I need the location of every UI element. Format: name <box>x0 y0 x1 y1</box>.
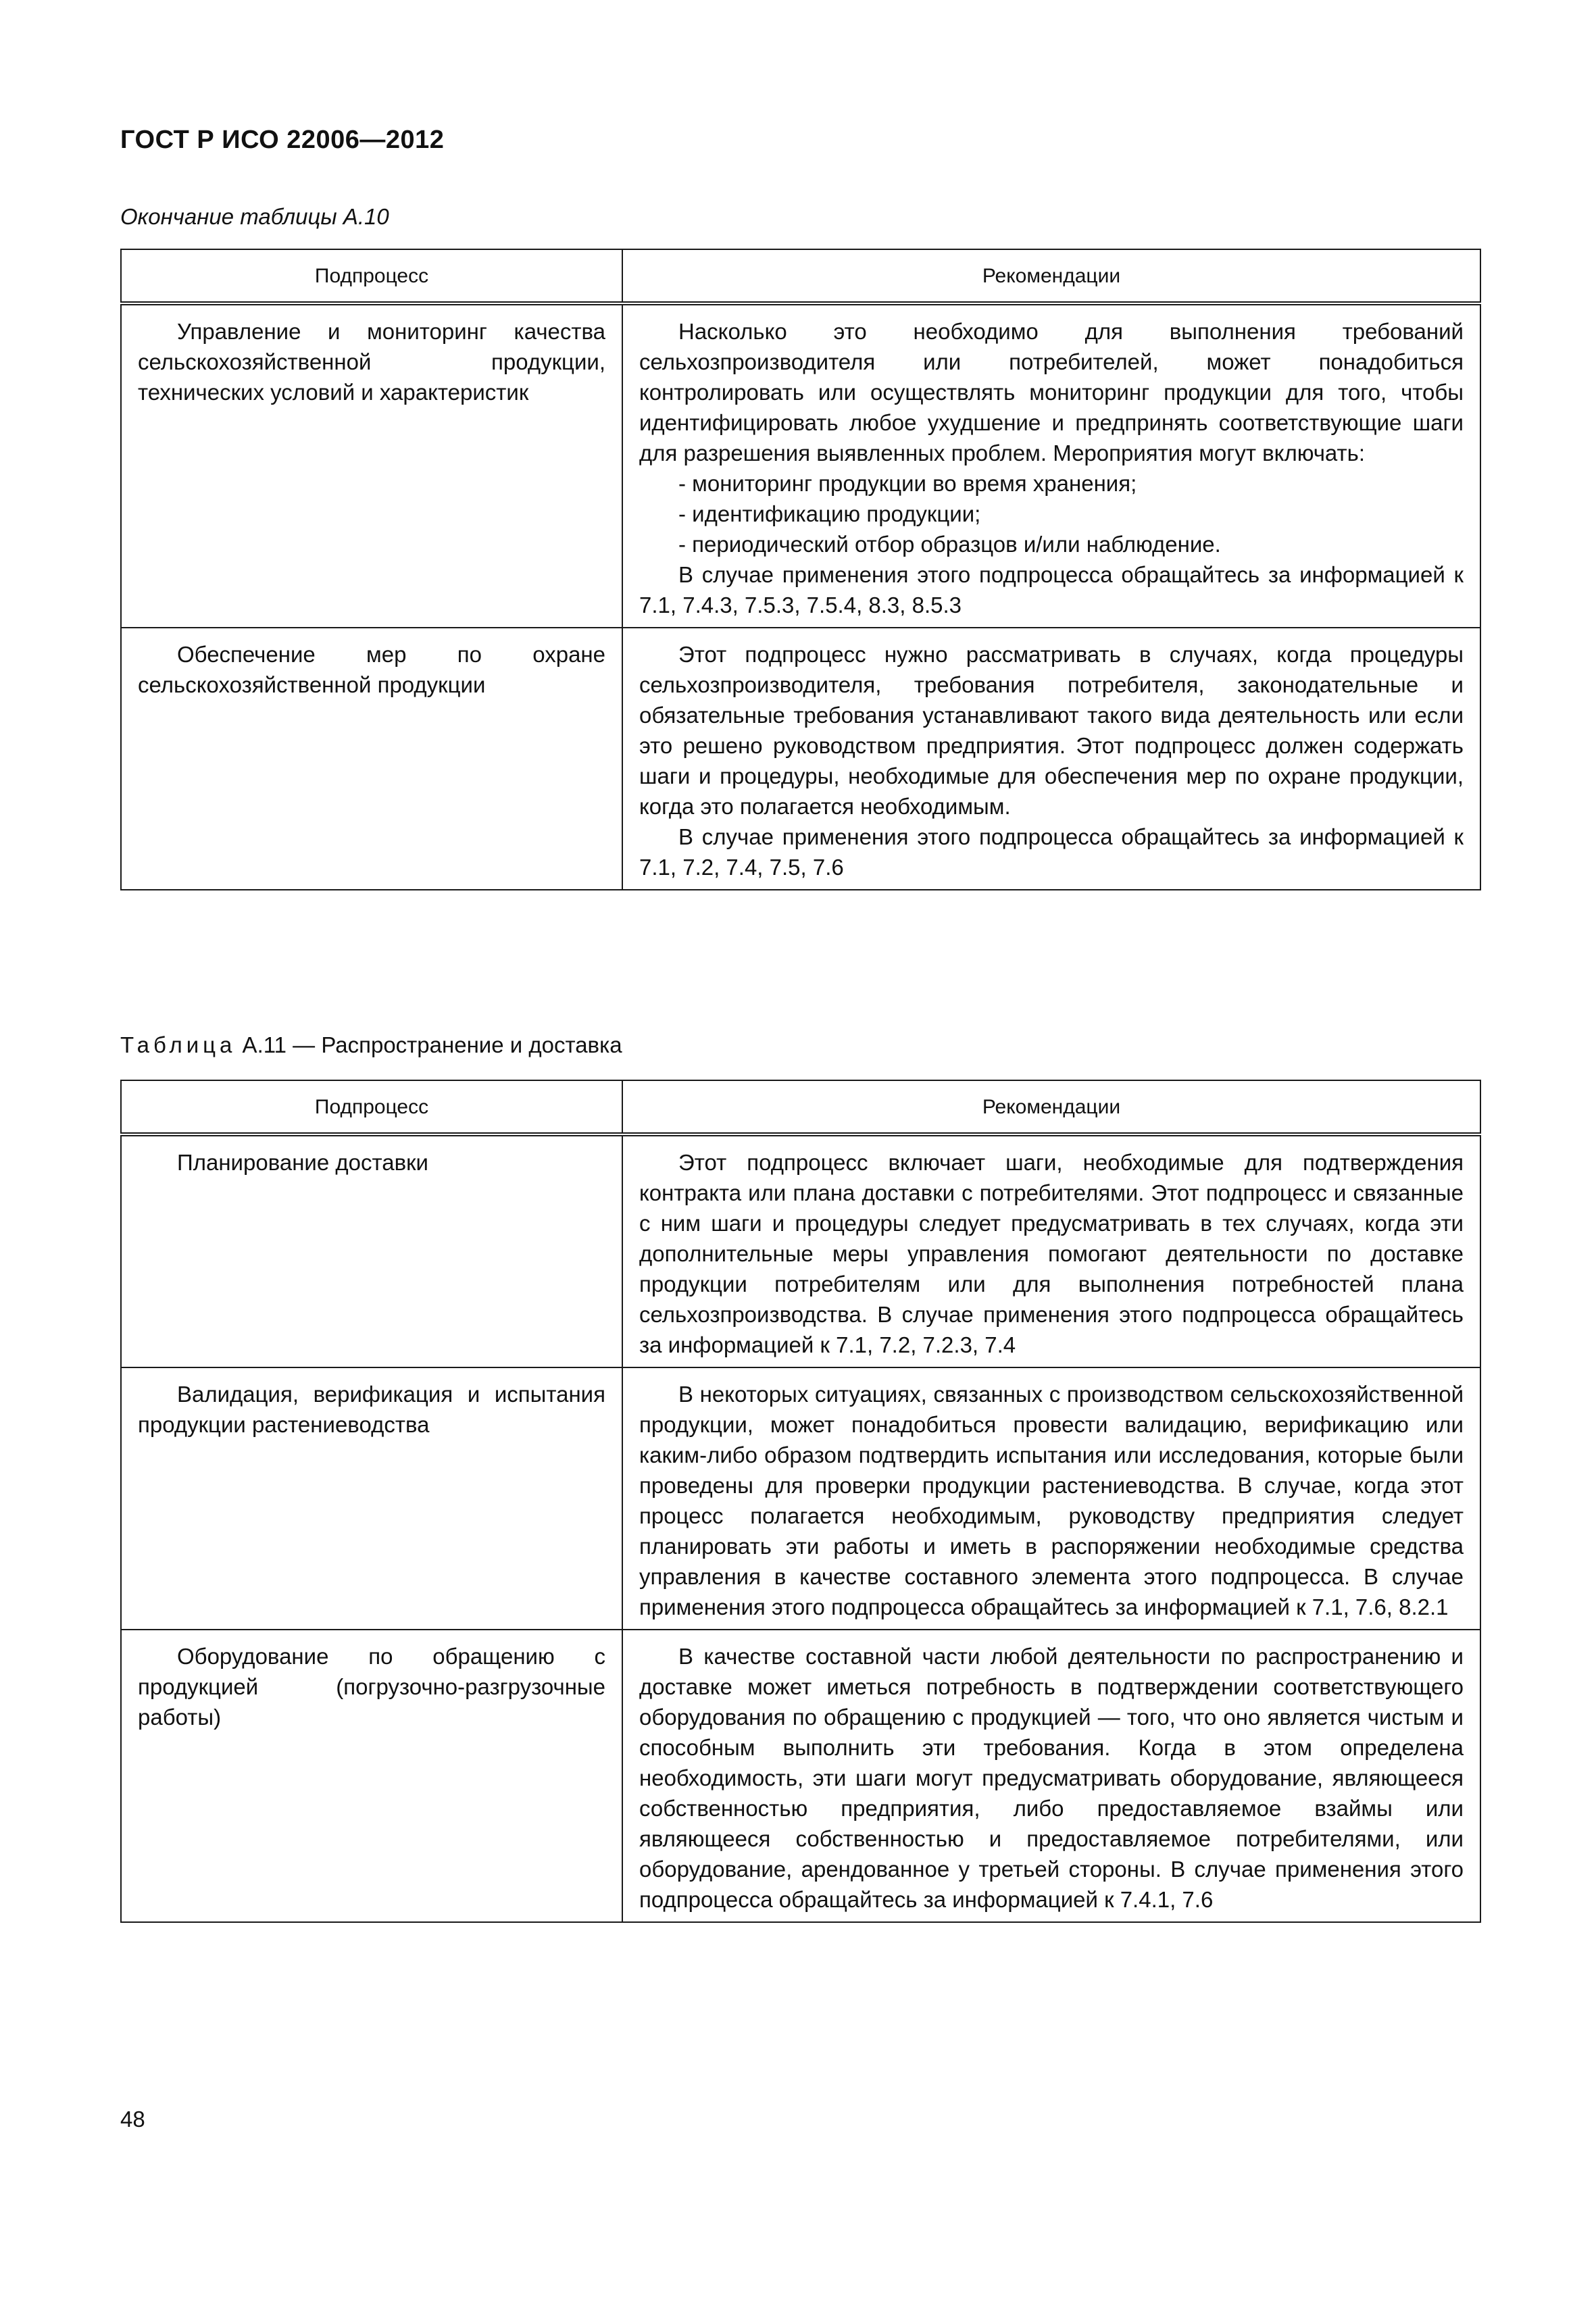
subprocess-text: Оборудование по обращению с продукцией (погрузочно-разгрузочные работы) <box>138 1644 605 1730</box>
column-header-recommendations: Рекомендации <box>622 249 1480 303</box>
recommendation-text: В некоторых ситуациях, связанных с производством сельскохозяйственной продукции, может понадобиться провести валидацию, верификацию или каким-либо образом подтвердить испытания или исследования, которые были проведены для проверки продукции растениеводства. В случае, когда этот процесс полагается необходимым, руководству предприятия следует планировать эти работы и иметь в распоряжении необходимые средства управления в качестве составного элемента этого подпроцесса. В случае применения этого подпроцесса обращайтесь за информацией к 7.1, 7.6, 8.2.1 <box>639 1382 1464 1619</box>
subprocess-cell <box>121 303 622 628</box>
table-a10-caption: Окончание таблицы А.10 <box>120 204 389 229</box>
subprocess-text: Планирование доставки <box>177 1150 428 1175</box>
recommendation-text: Этот подпроцесс включает шаги, необходимые для подтверждения контракта или плана доставки с потребителями. Этот подпроцесс и связанные с ним шаги и процедуры следует предусматривать в тех случаях, когда эти дополнительные меры управления помогают деятельности по доставке продукции потребителям или для выполнения потребностей плана сельхозпроизводства. В случае применения этого подпроцесса обращайтесь за информацией к 7.1, 7.2, 7.2.3, 7.4 <box>639 1150 1464 1357</box>
recommendations-cell <box>622 303 1480 628</box>
document-code: ГОСТ Р ИСО 22006—2012 <box>120 126 445 154</box>
table-row <box>121 628 1480 890</box>
table-a11-caption <box>120 1032 622 1058</box>
table-a10 <box>120 249 1481 890</box>
subprocess-cell <box>121 1367 622 1630</box>
table-header-row <box>121 1080 1480 1134</box>
column-header-recommendations: Рекомендации <box>622 1080 1480 1134</box>
table-header-row <box>121 249 1480 303</box>
recommendation-reference: В случае применения этого подпроцесса обращайтесь за информацией к 7.1, 7.4.3, 7.5.3, 7.5.4, 8.3, 8.5.3 <box>639 562 1464 618</box>
recommendation-bullet: - периодический отбор образцов и/или наблюдение. <box>678 532 1221 557</box>
recommendation-reference: В случае применения этого подпроцесса обращайтесь за информацией к 7.1, 7.2, 7.4, 7.5, 7.6 <box>639 824 1464 880</box>
table-a11-caption-label: Таблица <box>120 1032 236 1057</box>
recommendations-cell <box>622 1134 1480 1367</box>
recommendations-cell <box>622 628 1480 890</box>
column-header-subprocess: Подпроцесс <box>121 249 622 303</box>
subprocess-cell <box>121 1134 622 1367</box>
table-row <box>121 1134 1480 1367</box>
document-page <box>120 0 1480 2314</box>
subprocess-cell <box>121 628 622 890</box>
subprocess-text: Обеспечение мер по охране сельскохозяйственной продукции <box>138 642 605 697</box>
table-a11 <box>120 1080 1481 1923</box>
recommendations-cell <box>622 1367 1480 1630</box>
table-row <box>121 1630 1480 1922</box>
subprocess-text: Управление и мониторинг качества сельскохозяйственной продукции, технических условий и характеристик <box>138 319 605 405</box>
table-row <box>121 303 1480 628</box>
recommendations-cell <box>622 1630 1480 1922</box>
table-a11-caption-title: А.11 — Распространение и доставка <box>236 1032 622 1057</box>
recommendation-text: В качестве составной части любой деятельности по распространению и доставке может иметься потребность в подтверждении соответствующего оборудования по обращению с продукцией — того, что оно является чистым и способным выполнить эти требования. Когда в этом определена необходимость, эти шаги могут предусматривать оборудование, являющееся собственностью предприятия, либо предоставляемое взаймы или являющееся собственностью и предоставляемое потребителями, или оборудование, арендованное у третьей стороны. В случае применения этого подпроцесса обращайтесь за информацией к 7.4.1, 7.6 <box>639 1644 1464 1912</box>
recommendation-bullet: - идентификацию продукции; <box>678 501 981 526</box>
subprocess-text: Валидация, верификация и испытания продукции растениеводства <box>138 1382 605 1437</box>
subprocess-cell <box>121 1630 622 1922</box>
table-row <box>121 1367 1480 1630</box>
recommendation-intro: Этот подпроцесс нужно рассматривать в случаях, когда процедуры сельхозпроизводителя, требования потребителя, законодательные и обязательные требования устанавливают такого вида деятельность или если это решено руководством предприятия. Этот подпроцесс должен содержать шаги и процедуры, необходимые для обеспечения мер по охране продукции, когда это полагается необходимым. <box>639 642 1464 819</box>
recommendation-intro: Насколько это необходимо для выполнения требований сельхозпроизводителя или потребителей, может понадобиться контролировать или осуществлять мониторинг продукции для того, чтобы идентифицировать любое ухудшение и предпринять соответствующие шаги для разрешения выявленных проблем. Мероприятия могут включать: <box>639 319 1464 466</box>
page-number: 48 <box>120 2107 145 2132</box>
column-header-subprocess: Подпроцесс <box>121 1080 622 1134</box>
recommendation-bullet: - мониторинг продукции во время хранения; <box>678 471 1137 496</box>
